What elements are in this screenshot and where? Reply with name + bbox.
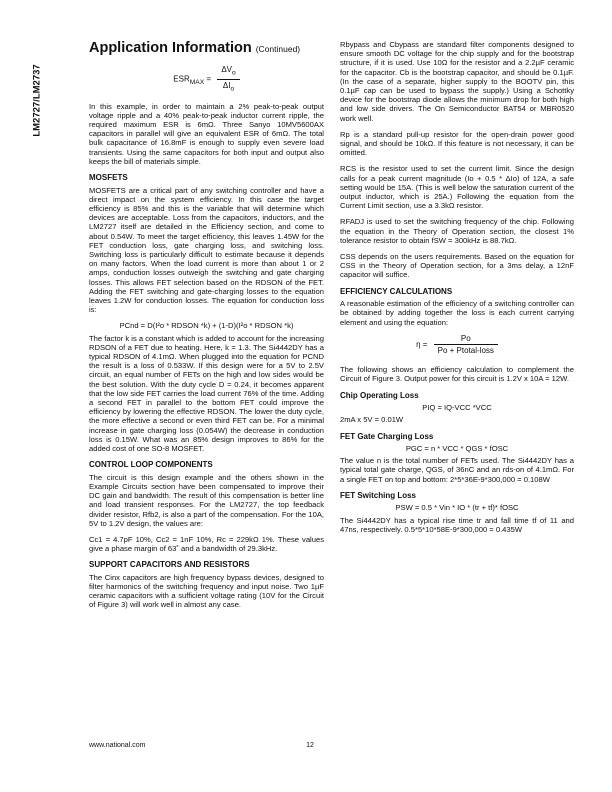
mosfets-paragraph-1: MOSFETS are a critical part of any switching controller and have a direct impact on the system efficiency. In this case the target efficiency is 85% and this is the variable that will determine which devices are acceptable. Loss from the capacitors, inductors, and the LM2727 itself are detailed in the Efficiency section, and come to about 0.54W. To meet the target efficiency, this leaves 1.45W for the FET conduction loss, gate charging loss, and switching loss. Switching loss is particularly difficult to estimate because it depends on many factors. When the load current is more than about 1 or 2 amps, conduction losses outweigh the switching and gate charging losses. This allows FET selection based on the RDSON of the FET. Adding the FET switching and gate-charging losses to the equation leaves 1.2W for conduction losses. The equation for conduction loss is: [89,185,324,315]
frequency-paragraph: RFADJ is used to set the switching frequency of the chip. Following the equation in the Theory of Operation section, the closest 1% tolerance resistor to obtain fSW = 300kHz is 88.7kΩ. [340,217,574,245]
section-heading-support: SUPPORT CAPACITORS AND RESISTORS [89,560,250,570]
title-continued: (Continued) [255,44,301,54]
softstart-paragraph: CSS depends on the users requirements. Based on the equation for CSS in the Theory of Operation section, for a 3ms delay, a 12nF capacitor will suffice. [340,252,574,280]
left-column [89,40,324,617]
page-title: Application Information (Continued) [89,40,301,56]
right-column [340,40,574,541]
part-number: LM2727/LM2737 [31,64,43,137]
support-paragraph: The Cinx capacitors are high frequency bypass devices, designed to filter harmonics of the switching frequency and input noise. Two 1µF ceramic capacitors with a sufficient voltage rating (10V for the Circuit of Figure 3) will work well in almost any case. [89,572,324,610]
conduction-loss-equation: PCnd = D(I²o * RDSON *k) + (1-D)(I²o * RDSON *k) [119,321,294,331]
subheading-chip-loss: Chip Operating Loss [340,390,419,400]
pullup-paragraph: Rp is a standard pull-up resistor for the open-drain power good signal, and should be 10kΩ. If this feature is not necessary, it can be omitted. [340,129,574,158]
switching-loss-equation: PSW = 0.5 * Vin * IO * (tr + tf)* fOSC [395,503,519,513]
side-part-label [30,40,44,170]
efficiency-equation: η = $\frac{Po}{\text{Po + Ptotal-loss}}$ [340,334,574,355]
control-loop-paragraph-1: The circuit is this design example and the others shown in the Example Circuits section have been compensated to improve their DC gain and bandwidth. The result of this compensation is better line and load transient responses. For the LM2727, the top feedback divider resistor, Rfb2, is also a part of the compensation. For the 10A, 5V to 1.2V design, the values are: [89,472,324,528]
switching-loss-paragraph: The Si4442DY has a typical rise time tr and fall time tf of 11 and 47ns, respectively. 0.5*5*10*58E-9*300,000 = 0.435W [340,515,574,534]
subheading-gate-loss: FET Gate Charging Loss [340,431,434,441]
intro-paragraph: In this example, in order to maintain a 2% peak-to-peak output voltage ripple and a 40% peak-to-peak inductor current ripple, the required maximum ESR is 6mΩ. Three Sanyo 10MV5600AX capacitors in parallel will give an equivalent ESR of 6mΩ. The total bulk capacitance of 16.8mF is enough to supply even severe load transients. Using the same capacitors for both input and output also keeps the bill of materials simple. [89,101,324,166]
section-heading-efficiency: EFFICIENCY CALCULATIONS [340,286,453,296]
section-heading-control-loop: CONTROL LOOP COMPONENTS [89,460,213,470]
page-number: 12 [306,742,314,749]
chip-loss-value: 2mA x 5V = 0.01W [340,415,404,425]
esr-equation: $ESR_{MAX}$ = $\frac{\Delta V_o}{\Delta I_o}$ [89,65,324,94]
chip-loss-equation: PIQ = IQ-VCC *VCC [422,403,492,413]
current-limit-paragraph: RCS is the resistor used to set the current limit. Since the design calls for a peak current magnitude (Io + 0.5 * ΔIo) of 12A, a safe setting would be 15A. (This is well below the saturation current of the output inductor, which is 25A.) Following the equation from the Current Limit section, use a 3.3kΩ resistor. [340,164,574,211]
efficiency-paragraph: A reasonable estimation of the efficiency of a switching controller can be obtained by adding together the loss is each current carrying element and using the equation: [340,299,574,327]
control-loop-paragraph-2: Cc1 = 4.7pF 10%, Cc2 = 1nF 10%, Rc = 229kΩ 1%. These values give a phase margin of 63˚ and a bandwidth of 29.3kHz. [89,534,324,554]
bypass-paragraph: Rbypass and Cbypass are standard filter components designed to ensure smooth DC voltage for the chip supply and for the bootstrap structure, if it is used. Use 10Ω for the resistor and a 2.2µF ceramic for the capacitor. Cb is the bootstrap capacitor, and should be 0.1µF. (In the case of a separate, higher supply to the BOOTV pin, this 0.1µF cap can be used to bypass the supply.) Using a Schottky device for the bootstrap diode allows the minimum drop for both high and low side drivers. The On Semiconductor BAT54 or MBR0520 work well. [340,40,574,123]
gate-loss-paragraph: The value n is the total number of FETs used. The Si4442DY has a typical total gate charge, QGS, of 36nC and an rds-on of 4.1mΩ. For a single FET on top and bottom: 2*5*36E-9*300,000 = 0.108W [340,456,574,484]
subheading-switching-loss: FET Switching Loss [340,490,417,500]
gate-loss-equation: PGC = n * VCC * QGS * fOSC [405,444,509,453]
footer-url: www.national.com [89,742,146,749]
mosfets-paragraph-2: The factor k is a constant which is added to account for the increasing RDSON of a FET due to heating. Here, k = 1.3. The Si4442DY has a typical RDSON of 4.1mΩ. When plugged into the equation for PCND the result is a loss of 0.533W. If this design were for a 5V to 2.5V circuit, an equal number of FETs on the high and low sides would be the best solution. With the duty cycle D = 0.24, it becomes apparent that the low side FET carries the load current 76% of the time. Adding a second FET in parallel to the bottom FET could improve the efficiency by lowering the effective RDSON. The lower the duty cycle, the more effective a second or even third FET can be. For a minimal increase in gate charging loss (0.054W) the decrease in conduction loss is 0.15W. What was an 85% design improves to 86% for the added cost of one SO-8 MOSFET. [89,333,324,453]
section-heading-mosfets: MOSFETS [89,173,128,183]
efficiency-paragraph-2: The following shows an efficiency calculation to complement the Circuit of Figure 3. Output power for this circuit is 1.2V x 10A = 12W. [340,365,574,384]
